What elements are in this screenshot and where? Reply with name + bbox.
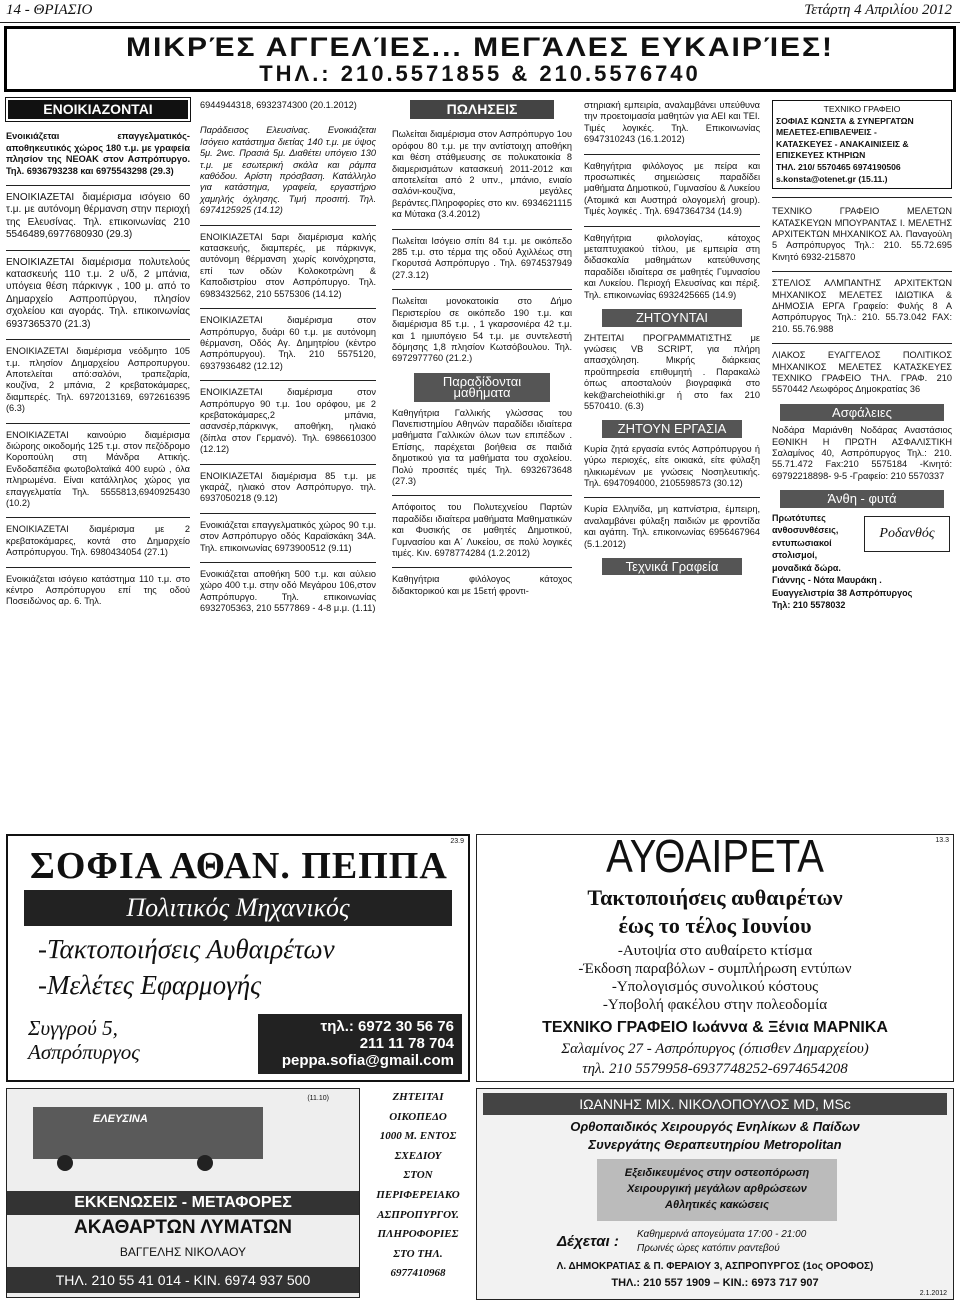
insurance-heading: Ασφάλειες [780,404,944,421]
classified-item: Παράδεισος Ελευσίνας. Ενοικιάζεται Ισόγειο κατάστημα διετίας 140 τ.μ. με ύψος 5μ. 2wc. Πρασιά 5μ. Διαθέτει υπόγειο 130 τ.μ. με εσωτερική σκάλα και ράμπα καθόδου. Αρίστη πρόσβαση. Κατάλληλο για κατάστημα, γραφεία, εργαστήριο χαμηλής όχλησης. Τιμή προσιτή. Τηλ. 6974125925 (14.12) [200,125,376,216]
wheel [57,1155,73,1171]
page-number: 14 - ΘΡΙΑΣΙΟ [6,2,93,18]
ad-sub: έως το τέλος Ιουνίου [618,913,812,938]
classifieds-banner [4,26,956,92]
specialties-box [597,1159,837,1221]
konsta-office-box [772,100,952,189]
specialty-line: Εξειδικευμένος στην οστεοπόρωση [624,1167,810,1179]
truck-image [33,1107,263,1159]
ad-title: Πολιτικός Μηχανικός [24,890,452,926]
ad-service: ΑΚΑΘΑΡΤΩΝ ΛΥΜΑΤΩΝ [74,1217,292,1238]
classified-item: ΕΝΟΙΚΙΑΖΕΤΑΙ διαμέρισμα ισόγειο 60 τ.μ. με αυτόνομη θέρμανση στην περιοχή της Ελευσίνας. Τηλ. επικοινωνίας 210 5546489,6977680930 (29.3) [6,192,190,241]
specialty-line: Χειρουργική μεγάλων αρθρώσεων [627,1183,807,1195]
plot-line: ΖΗΤΕΙΤΑΙ [392,1091,444,1103]
ad-bullet: -Αυτοψία στο αυθαίρετο κτίσμα [617,943,813,959]
plot-line: 1000 Μ. ΕΝΤΟΣ [379,1130,457,1143]
ad-name: ΒΑΓΓΕΛΗΣ ΝΙΚΟΛΑΟΥ [119,1245,247,1259]
classified-item: Πωλείται μονοκατοικία στο Δήμο Περιστερίου σε οικόπεδο 190 τ.μ. και διαμέρισμα 85 τ.μ. , 1 γκαρσονιέρα 42 τ.μ. και 1 ημιυπόγειο 54 τ.μ. με συντελεστή δόμησης 1,8 πλησίον Κωτσόβουλου. Τηλ. 6972977760 (21.2.) [392,296,572,364]
ad-bullet: -Υπολογισμός συνολικού κόστους [611,979,819,995]
classified-item: ΕΝΟΙΚΙΑΖΕΤΑΙ καινούριο διαμέρισμα διώροης οικοδομής 125 τ.μ. στον πεζόδρομο Κοροπούλη στη Μάνδρα Αττικής. Ενδοδαπέδια φωτοβολταϊκά 400 ευρώ , όλα πληρωμένα. Είναι κατάλληλος χώρος για επαγγελματία Τηλ. 5555813,6940925430 (10.2) [6,429,190,508]
issue-date: Τετάρτη 4 Απριλίου 2012 [804,2,952,18]
flowers-line: Ευαγγελιστρία 38 Ασπρόπυργος [772,587,913,598]
hours-line: Πρωινές ώρες κατόπιν ραντεβού [637,1243,780,1254]
classified-item: στηριακή εμπειρία, αναλαμβάνει υπεύθυνα την προετοιμασία μαθητών για ΑΕΙ και ΤΕΙ. Τιμές λογικές. Τηλ. Επικοινωνίας 6947310243 (16.1.2012) [584,100,760,145]
flowers-line: εντυπωσιακοί [772,537,832,548]
ad-service: ΕΚΚΕΝΩΣΕΙΣ - ΜΕΤΑΦΟΡΕΣ [7,1191,359,1215]
ad-code: 23.9 [450,838,464,845]
box-line: ΤΗΛ. 210/ 5570465 6974190506 [776,161,901,172]
wheel [197,1155,213,1171]
eleusina-sewage-ad [6,1088,360,1298]
flowers-line: Πρωτότυπες [772,512,826,523]
classified-item: 6944944318, 6932374300 (20.1.2012) [200,100,357,110]
ad-bullet: -Υποβολή φακέλου στην πολεοδομία [602,997,828,1013]
classified-item: ΕΝΟΙΚΙΑΖΕΤΑΙ διαμέρισμα στον Ασπρόπυργο 90 τ.μ. 1ου ορόφου, με 2 κρεβατοκάμαρες,2 μπάνια, ασανσέρ,πάρκινγκ, αποθήκη, ηλιακό (δίπλα στον Γερμανό). Τηλ. 6986610300 (12.12) [200,387,376,455]
ad-address: Λ. ΔΗΜΟΚΡΑΤΙΑΣ & Π. ΦΕΡΑΙΟΥ 3, ΑΣΠΡΟΠΥΡΓΟΣ (1ος ΟΡΟΦΟΣ) [556,1261,874,1272]
plot-line: ΠΕΡΙΦΕΡΕΙΑΚΟ [376,1188,460,1201]
classified-item: ΕΝΟΙΚΙΑΖΕΤΑΙ διαμέρισμα με 2 κρεβατοκάμαρες, κοντά στο Δημαρχείο Ασπρόπυργου. Τηλ. 6980434054 (27.1) [6,524,190,558]
flowers-line: Γιάννης - Νότα Μαυράκη . [772,575,882,586]
flowers-line: μοναδικά δώρα. [772,562,841,573]
ad-office: ΤΕΧΝΙΚΟ ΓΡΑΦΕΙΟ Ιωάννα & Ξένια ΜΑΡΝΙΚΑ [542,1019,888,1036]
classified-item: Καθηγήτρια φιλολογίας, κάτοχος μεταπτυχιακού τίτλου, με εμπειρία στη διδασκαλία μαθημάτων κατεύθυνσης παραδίδει ιδιαίτερα σε μαθητές Γυμνασίου και Λυκείου. Περιοχή Ελευσίνας και πέριξ. Τηλ. επικοινωνίας 6932425665 (14.9) [584,232,760,300]
column-rentals-1 [6,98,190,616]
plot-line: ΟΙΚΟΠΕΔΟ [389,1110,447,1123]
rentals-heading: ΕΝΟΙΚΙΑΖΟΝΤΑΙ [6,98,190,121]
ad-tel: ΤΗΛ. 210 55 41 014 - ΚΙΝ. 6974 937 500 [7,1267,359,1293]
box-line: ΕΠΙΣΚΕΥΕΣ ΚΤΗΡΙΩΝ [776,150,866,161]
classified-item: ΕΝΟΙΚΙΑΖΕΤΑΙ 5αρι διαμέρισμα καλής κατασκευής, διαμπερές, με πάρκινγκ, αυτόνομη θέρμανση χωρίς κοινόχρηστα, επί των οδών Κολοκοτρώνη & Καποδιστρίου στον Ασπρόπυργο. Τηλ. 6983432562, 210 5575306 (14.12) [200,231,376,299]
classified-item: Πωλείται Ισόγειο σπίτι 84 τ.μ. με οικόπεδο 285 τ.μ. στο τέρμα της οδού Αχιλλέως στη Γκορυτσά Ασπρόπυργο . Τηλ. 6974537949 (27.3.12) [392,235,572,280]
plot-line: ΣΤΟ ΤΗΛ. [393,1247,443,1260]
ad-line: -Μελέτες Εφαρμογής [38,970,262,1000]
ad-tel: τηλ.: 6972 30 56 76 [320,1018,454,1035]
box-line: s.konsta@otenet.gr (15.11.) [776,173,888,184]
specialty-line: Αθλητικές κακώσεις [665,1199,769,1211]
plot-line: ΠΛΗΡΟΦΟΡΙΕΣ [377,1228,459,1241]
flower-shop-logo: Ροδανθός [864,516,950,552]
work-heading: ΖΗΤΟΥΝ ΕΡΓΑΣΙΑ [602,420,742,437]
classified-item: Κυρία Ελληνίδα, μη καπνίστρια, έμπειρη, αναλαμβάνει φύλαξη παιδιών με φροντίδα και αγάπη. Τηλ. επικοινωνίας 6956467964 (5.1.2012) [584,504,760,549]
truck-label: ΕΛΕΥΣΙΝΑ [93,1113,148,1125]
plot-wanted-ad [366,1088,470,1298]
classified-item: ΛΙΑΚΟΣ ΕΥΑΓΓΕΛΟΣ ΠΟΛΙΤΙΚΟΣ ΜΗΧΑΝΙΚΟΣ ΜΕΛΕΤΕΣ ΚΑΤΑΣΚΕΥΕΣ ΤΕΧΝΙΚΟ ΓΡΑΦΕΙΟ ΤΗΛ. ΓΡΑΦ. 210 5570442 Λεωφόρος Δημοκρατίας 36 [772,350,952,395]
flowers-line: Τηλ: 210 5578032 [772,600,846,611]
ad-address: Σαλαμίνος 27 - Ασπρόπυργος (όπισθεν Δημαρχείου) [561,1041,869,1057]
ad-contact [258,1014,462,1074]
ad-name: ΙΩΑΝΝΗΣ ΜΙΧ. ΝΙΚΟΛΟΠΟΥΛΟΣ MD, MSc [483,1093,947,1115]
plot-line: ΑΣΠΡΟΠΥΡΓΟΥ. [377,1208,459,1221]
plot-line: ΣΧΕΔΙΟΥ [394,1149,442,1162]
ad-tel: ΤΗΛ.: 210 557 1909 – ΚΙΝ.: 6973 717 907 [611,1277,819,1289]
column-sales [392,100,572,605]
ad-tel: τηλ. 210 5579958-6937748252-6974654208 [582,1061,848,1077]
ad-title: ΑΥΘΑΙΡΕΤΑ [606,834,824,883]
box-line: ΣΟΦΙΑΣ ΚΩΝΣΤΑ & ΣΥΝΕΡΓΑΤΩΝ [776,115,914,126]
classified-item: Ενοικιάζεται ισόγειο κατάστημα 110 τ.μ. στο κέντρο Ασπρόπυργου επί της οδού Ποσειδώνος αρ. 6. Τηλ. [6,573,190,607]
classified-item: Κυρία ζητά εργασία εντός Ασπρόπυργου ή γύρω περιοχές, είτε οικιακά, είτε φύλαξη ηλικιωμένων με γνώσεις Νοσηλευτικής. Τηλ. 6947094000, 2105598573 (30.12) [584,443,760,488]
plot-line: ΣΤΟΝ [403,1169,433,1182]
ad-email: peppa.sofia@gmail.com [281,1052,454,1069]
classified-item: ΕΝΟΙΚΙΑΖΕΤΑΙ διαμέρισμα στον Ασπρόπυργο, δυάρι 60 τ.μ. με αυτόνομη θέρμανση, Οδός Αγ. Δημητρίου (κέντρο Ασπρόπυργου). Τηλ. 210 5575120, 6937936482 (12.12) [200,315,376,371]
ad-sub: Τακτοποιήσεις αυθαιρέτων [587,885,843,910]
hours-label: Δέχεται : [557,1233,619,1250]
classified-item: Απόφοιτος του Πολυτεχνείου Παρτών παραδίδει ιδιαίτερα μαθήματα Μαθηματικών και Φυσικής σε μαθητές Δημοτικού, Γυμνασίου και Α΄ Λυκείου, σε πολύ λογικές τιμές. Κιν. 6978774284 (1.2.2012) [392,502,572,558]
ad-specialty: Ορθοπαιδικός Χειρουργός Ενηλίκων & Παίδων [570,1119,860,1134]
classified-item: ΕΝΟΙΚΙΑΖΕΤΑΙ διαμέρισμα 85 τ.μ. με γκαράζ, ηλιακό στον Ασπρόπυργο. τηλ. 6937050218 (9.12) [200,470,376,504]
flowers-line: ανθοσυνθέσεις, [772,525,839,536]
ad-code: (11.10) [307,1095,329,1102]
box-line: ΤΕΧΝΙΚΟ ΓΡΑΦΕΙΟ [823,104,901,114]
box-line: ΚΑΤΑΣΚΕΥΕΣ - ΑΝΑΚΑΙΝΙΣΕΙΣ & [776,138,909,149]
classified-item: Ενοικιάζεται επαγγελματικός χώρος 90 τ.μ. στον Ασπρόπυργο οδός Καραϊσκάκη 34Α. Τηλ. επικοινωνίας 6973900512 (9.11) [200,519,376,553]
hours-line: Καθημερινά απογεύματα 17:00 - 21:00 [637,1229,807,1240]
ad-code: 13.3 [935,837,949,844]
classified-item: ΕΝΟΙΚΙΑΖΕΤΑΙ διαμέρισμα πολυτελούς κατασκευής 110 τ.μ. 2 υ/δ, 2 μπάνια, υπόγεια θέση πάρκινγκ , 100 μ. από το Δημαρχείο Ασπρoπύργου, πλησίον σχολείου και αγοράς. Τηλ. επικοινωνίας 6937365370 (21.3) [6,256,190,330]
flowers-heading: Άνθη - φυτά [780,490,944,507]
banner-phones: ΤΗΛ.: 210.5571855 & 210.5576740 [259,61,701,86]
classified-item: Πωλείται διαμέρισμα στον Ασπρόπυργο 1ου ορόφου 80 τ.μ. με την αντίστοιχη αποθήκη και θέση στάθμευσης σε πολυκατοικία 8 διαμερισμάτων κατασκευή 2011-2012 και αποτελείται από 2 υπν., μπάνιο, ενιαίο σαλόνι-κουζίνα, μεγάλες βεράντες.Πληροφορίες στο κιν. 6934621115 κα Μύτακα (3.4.2012) [392,129,572,220]
column-offices [772,100,952,638]
orthopedic-doctor-ad [476,1088,954,1300]
lessons-heading: Παραδίδονται μαθήματα [414,373,550,402]
column-rentals-2 [200,100,376,623]
classified-item: Καθηγήτρια Γαλλικής γλώσσας του Πανεπιστημίου Αθηνών παραδίδει ιδιαίτερα μαθήματα Γαλλικών όλων των επιπέδων . Επίσης, παρέχεται βοήθεια σε παιδιά δημοτικού για τα μαθήματα του σχολείου. Πολύ προσιτές τιμές Τηλ. 6932673648 (27.3) [392,407,572,486]
classified-item: Ενοικιάζεται επαγγελματικός-αποθηκευτικός χώρος 180 τ.μ. με γραφεία πλησίον της ΝΕΟΑΚ στον Ασπρόπυργο. Τηλ. 6936793238 και 6975543298 (29.3) [6,131,190,176]
ad-name: ΣΟΦΙΑ ΑΘΑΝ. ΠΕΠΠΑ [30,845,448,887]
classified-item: ΤΕΧΝΙΚΟ ΓΡΑΦΕΙΟ ΜΕΛΕΤΩΝ ΚΑΤΑΣΚΕΥΩΝ ΜΠΟΥΡΑΝΤΑΣ Ι. ΜΕΛΕΤΗΣ ΑΡΧΙΤΕΚΤΩΝ ΜΗΧΑΝΙΚΟΣ Αλ. Παναγούλη 5 Ασπρόπυργος Τηλ.: 210. 55.72.695 Κινητό 6932-215870 [772,206,952,262]
page-header [0,0,960,23]
plot-line: 6977410968 [390,1267,446,1280]
ad-specialty: Συνεργάτης Θεραπευτηρίου Metropolitan [588,1137,842,1152]
marnika-illegal-buildings-ad [476,834,954,1082]
wanted-heading: ΖΗΤΟΥΝΤΑΙ [602,309,742,326]
ad-tel: 211 11 78 704 [359,1035,454,1052]
classified-item: ΣΤΕΛΙΟΣ ΑΛΜΠΑΝΤΗΣ ΑΡΧΙΤΕΚΤΩΝ ΜΗΧΑΝΙΚΟΣ ΜΕΛΕΤΕΣ ΙΔΙΩΤΙΚΑ & ΔΗΜΟΣΙΑ ΕΡΓΑ Γραφείο: Φυλής 8 Α Ασπρόπυργος Τηλ.: 210. 55.73.042 FAX: 210. 55.76.988 [772,278,952,334]
box-line: ΜΕΛΕΤΕΣ-ΕΠΙΒΛΕΨΕΙΣ - [776,127,877,138]
ad-line: -Τακτοποιήσεις Αυθαιρέτων [38,934,335,964]
sales-heading: ΠΩΛΗΣΕΙΣ [410,100,554,119]
flowers-line: στολισμοί, [772,550,818,561]
classified-item: Καθηγήτρια φιλόλογος με πείρα και προσωπικές σημειώσεις παραδίδει μαθήματα Δημοτικού, Γυμνασίου & Λυκείου (Ατομικά και Αυστηρά ολογομελή group). Τιμές λογικές . Τηλ. 6947364734 (14.9) [584,160,760,217]
column-jobs [584,100,760,581]
classified-item: ΖΗΤΕΙΤΑΙ ΠΡΟΓΡΑΜΜΑΤΙΣΤΗΣ με γνώσεις VB SCRIPT, για πλήρη απασχόληση. Μικρής διάρκειας προϋπηρεσία επιθυμητή . Παρακαλώ όπως αποσταλούν βιογραφικά στο kek@archeiothiki.gr ή στο fax 210 5570410. (6.3) [584,332,760,411]
classified-item: Νοδάρα Μαριάνθη Νοδάρας Αναστάσιος ΕΘΝΙΚΗ Η ΠΡΩΤΗ ΑΣΦΑΛΙΣΤΙΚΗ Σαλαμίνος 40, Ασπρόπυργος Τηλ.: 210. 55.71.472 Fax:210 5575184 -Κινητό: 69792218898- 9-5 -Γραφείο: 210 5570337 [772,425,952,481]
tech-offices-heading: Τεχνικά Γραφεία [602,558,742,575]
classified-item: Καθηγήτρια φιλόλογος κάτοχος διδακτορικού και με 15ετή φροντι- [392,574,572,596]
pappa-engineer-ad [6,834,470,1082]
classified-item: ΕΝΟΙΚΙΑΖΕΤΑΙ διαμέρισμα νεόδμητο 105 τ.μ. πλησίον Δημαρχείου Ασπροπυργου. Αποτελείται από:σαλόνι, τραπεζαρία, κουζίνα, 2 μπάνια, 2 κρεβατοκάμαρες, διαμπερές. Τηλ. 6972013169, 6972616395 (6.3) [6,346,190,414]
classified-item: Ενοικιάζεται αποθήκη 500 τ.μ. και αύλειο χώρο 400 τ.μ. στην οδό Μεγάρου 106,στον Ασπρόπυργο. Τηλ. επικοινωνίας 6932705363, 210 5577869 - 4-8 μ.μ. (1.11) [200,569,376,614]
ad-code: 2.1.2012 [919,1290,947,1297]
ad-address: Συγγρού 5, Ασπρόπυργος [28,1016,140,1064]
banner-title: ΜΙΚΡΈΣ ΑΓΓΕΛΊΕΣ... ΜΕΓΆΛΕΣ ΕΥΚΑΙΡΊΕΣ! [125,32,835,63]
ad-bullet: -Έκδοση παραβόλων - συμπλήρωση εντύπων [578,961,852,977]
